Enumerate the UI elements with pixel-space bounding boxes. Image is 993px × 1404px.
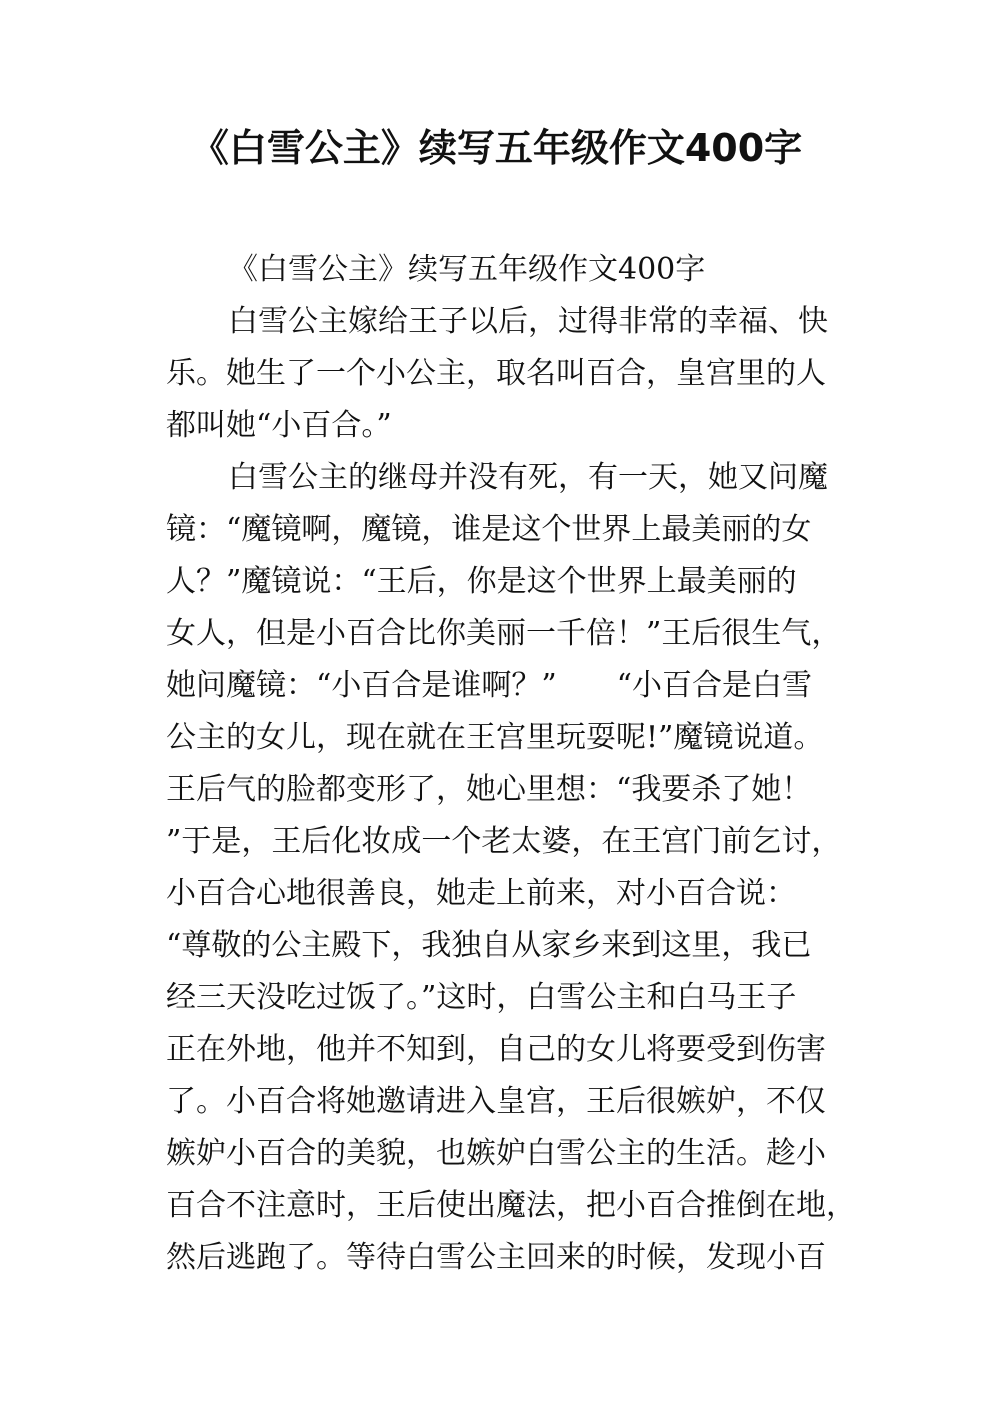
subtitle-line: 《白雪公主》续写五年级作文400字 — [228, 252, 706, 287]
paragraph-2-line-12: 正在外地，他并不知到，自己的女儿将要受到伤害 — [166, 1032, 826, 1067]
paragraph-2-line-16: 然后逃跑了。等待白雪公主回来的时候，发现小百 — [166, 1240, 826, 1275]
paragraph-1-line-1: 白雪公主嫁给王子以后，过得非常的幸福、快 — [228, 304, 828, 339]
paragraph-2-line-13: 了。小百合将她邀请进入皇宫，王后很嫉妒，不仅 — [166, 1084, 826, 1119]
paragraph-2-line-9: 小百合心地很善良，她走上前来，对小百合说： — [166, 876, 796, 911]
paragraph-2-line-14: 嫉妒小百合的美貌，也嫉妒白雪公主的生活。趁小 — [166, 1136, 826, 1171]
paragraph-2-line-15: 百合不注意时，王后使出魔法，把小百合推倒在地， — [166, 1188, 856, 1223]
paragraph-2-line-10: “尊敬的公主殿下，我独自从家乡来到这里，我已 — [166, 928, 812, 963]
document-title: 《白雪公主》续写五年级作文400字 — [190, 126, 803, 170]
paragraph-2-line-4: 女人，但是小百合比你美丽一千倍！”王后很生气， — [166, 616, 842, 651]
paragraph-2-line-6: 公主的女儿，现在就在王宫里玩耍呢!”魔镜说道。 — [166, 720, 824, 755]
document-body — [166, 244, 856, 1284]
paragraph-2-line-7: 王后气的脸都变形了，她心里想：“我要杀了她！ — [166, 772, 812, 807]
paragraph-1-line-2: 乐。她生了一个小公主，取名叫百合，皇宫里的人 — [166, 356, 826, 391]
paragraph-2-line-2: 镜：“魔镜啊，魔镜，谁是这个世界上最美丽的女 — [166, 512, 812, 547]
paragraph-1-line-3: 都叫她“小百合。” — [166, 408, 392, 443]
paragraph-2-line-11: 经三天没吃过饭了。”这时，白雪公主和白马王子 — [166, 980, 797, 1015]
paragraph-2-line-3: 人？”魔镜说：“王后，你是这个世界上最美丽的 — [166, 564, 797, 599]
paragraph-2-line-1: 白雪公主的继母并没有死，有一天，她又问魔 — [228, 460, 828, 495]
paragraph-2-line-5: 她问魔镜：“小百合是谁啊？” “小百合是白雪 — [166, 668, 813, 703]
paragraph-2-line-8: ”于是，王后化妆成一个老太婆，在王宫门前乞讨， — [166, 824, 842, 859]
